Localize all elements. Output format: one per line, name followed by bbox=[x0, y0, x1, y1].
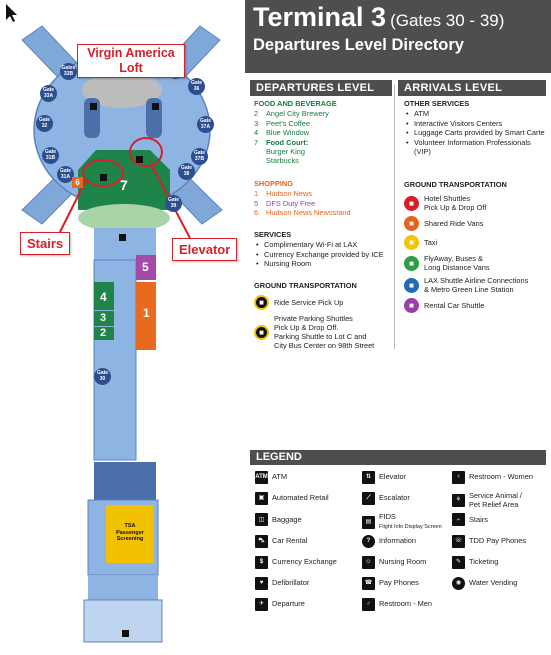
entry-number: 7 bbox=[254, 137, 259, 147]
terminal-header bbox=[245, 0, 551, 73]
retail-icon: ▣ bbox=[255, 492, 268, 505]
gate-39: Gate 39 bbox=[165, 195, 182, 212]
terminal-map bbox=[0, 0, 245, 650]
legend-sublabel: Flight Info Display Screen bbox=[379, 523, 442, 530]
entry-name: Hudson News bbox=[266, 189, 313, 199]
legend-item bbox=[362, 471, 406, 484]
legend-label: Automated Retail bbox=[272, 493, 329, 503]
legend-item bbox=[362, 513, 442, 531]
directory-title: Departures Level Directory bbox=[253, 36, 464, 54]
pay-phone-icon: ☎ bbox=[362, 577, 375, 590]
escalator-icon bbox=[119, 234, 126, 241]
arr-ground-title: GROUND TRANSPORTATION bbox=[404, 180, 507, 189]
service-item: • Luggage Carts provided by Smart Carte bbox=[404, 128, 546, 137]
legend-item bbox=[362, 535, 416, 548]
atm-icon: ATM bbox=[255, 471, 268, 484]
virgin-america-loft-callout: Virgin America Loft bbox=[77, 44, 185, 78]
legend-item bbox=[452, 492, 522, 509]
ticketing-icon: ✎ bbox=[452, 556, 465, 569]
directory-entry bbox=[254, 128, 392, 137]
legend-label: Restroom - Women bbox=[469, 472, 533, 482]
legend-label: Pay Phones bbox=[379, 578, 419, 588]
entry-number bbox=[254, 147, 266, 156]
legend-label: Baggage bbox=[272, 514, 302, 524]
entry-name: Peet's Coffee bbox=[266, 118, 311, 128]
entry-number: 5 bbox=[254, 198, 259, 208]
stairs-icon: ⌐ bbox=[452, 513, 465, 526]
gate-32: Gate 32 bbox=[36, 115, 53, 132]
departure-icon bbox=[122, 630, 129, 637]
legend-item bbox=[255, 577, 309, 590]
currency-icon: $ bbox=[255, 556, 268, 569]
legend-item bbox=[452, 471, 533, 484]
other-services-section bbox=[404, 99, 546, 156]
legend-label: Currency Exchange bbox=[272, 557, 337, 567]
fids-icon: ▤ bbox=[362, 516, 375, 529]
area-6-label: 6 bbox=[72, 177, 83, 188]
transport-option bbox=[404, 216, 546, 231]
services-title: SERVICES bbox=[254, 230, 292, 239]
shuttle-icon: ■ bbox=[254, 325, 269, 340]
transport-label: Shared Ride Vans bbox=[424, 219, 484, 229]
legend-label: Escalator bbox=[379, 493, 410, 503]
entry-name: Hudson News Newsstand bbox=[266, 208, 351, 218]
legend-item bbox=[255, 471, 287, 484]
directory-entry bbox=[254, 119, 392, 128]
entry-number: 6 bbox=[254, 208, 259, 218]
transport-label: Hotel Shuttles Pick Up & Drop Off bbox=[424, 194, 487, 213]
service-item: • Complimentary Wi-Fi at LAX bbox=[254, 240, 394, 249]
services-section bbox=[254, 230, 394, 269]
elevator-icon bbox=[136, 156, 143, 163]
legend-label: FIDS Flight Info Display Screen bbox=[379, 512, 442, 530]
legend-label: Car Rental bbox=[272, 535, 308, 545]
gates-range: (Gates 30 - 39) bbox=[390, 11, 505, 30]
transport-option bbox=[404, 194, 546, 212]
terminal-title: Terminal 3 (Gates 30 - 39) bbox=[253, 2, 505, 32]
legend-label: ATM bbox=[272, 472, 288, 482]
gate-30: Gate 30 bbox=[94, 368, 111, 385]
arr-ground-section bbox=[404, 180, 546, 317]
service-item: • Volunteer Information Professionals (VIP) bbox=[404, 138, 546, 157]
legend-label: Defibrillator bbox=[272, 578, 310, 588]
legend-label: Elevator bbox=[379, 472, 407, 482]
entry-name: Blue Window bbox=[266, 128, 310, 138]
directory-entry bbox=[254, 109, 392, 118]
stairs-icon bbox=[100, 174, 107, 181]
departures-heading: DEPARTURES LEVEL bbox=[250, 80, 392, 96]
food-beverage-section bbox=[254, 99, 392, 166]
legend-label: TDD Pay Phones bbox=[469, 535, 527, 545]
car-icon: ■ bbox=[254, 295, 269, 310]
baggage-icon: ◫ bbox=[255, 513, 268, 526]
other-services-title: OTHER SERVICES bbox=[404, 99, 470, 108]
legend-heading: LEGEND bbox=[250, 450, 546, 465]
taxi-icon: ■ bbox=[404, 235, 419, 250]
van-icon: ■ bbox=[404, 216, 419, 231]
directory-entry bbox=[254, 189, 392, 198]
gate-38: Gate 38 bbox=[178, 163, 195, 180]
service-item: • ATM bbox=[404, 109, 546, 118]
dep-ground-section bbox=[254, 281, 394, 354]
transport-label: FlyAway, Buses & Long Distance Vans bbox=[424, 254, 490, 273]
entry-number: 4 bbox=[254, 128, 259, 138]
restroom-icon bbox=[90, 103, 97, 110]
legend-item bbox=[255, 598, 305, 611]
legend-item bbox=[362, 577, 419, 590]
legend-label: Nursing Room bbox=[379, 557, 427, 567]
legend-label: Stairs bbox=[469, 514, 488, 524]
rental-car-icon: ■ bbox=[404, 298, 419, 313]
entry-number: 1 bbox=[254, 189, 259, 199]
service-item: • Interactive Visitors Centers bbox=[404, 119, 546, 128]
legend-label: Service Animal / Pet Relief Area bbox=[469, 491, 522, 509]
water-icon: ◉ bbox=[452, 577, 465, 590]
hotel-shuttle-icon: ■ bbox=[404, 196, 419, 211]
area-4-label: 4 bbox=[100, 290, 107, 304]
transport-label: Rental Car Shuttle bbox=[424, 301, 485, 311]
service-item: • Nursing Room bbox=[254, 259, 394, 268]
information-icon: ? bbox=[362, 535, 375, 548]
column-divider bbox=[394, 84, 395, 349]
legend-item bbox=[255, 535, 307, 548]
directory-entry bbox=[254, 156, 392, 165]
dep-ground-title: GROUND TRANSPORTATION bbox=[254, 281, 357, 290]
legend-label: Departure bbox=[272, 599, 305, 609]
ticketing-block bbox=[94, 462, 156, 502]
legend-item bbox=[452, 513, 488, 526]
legend-item bbox=[452, 556, 498, 569]
tdd-icon: ☏ bbox=[452, 535, 465, 548]
transport-label: Private Parking Shuttles Pick Up & Drop Off. Parking Shuttle to Lot C and City Bus Center on 98th Street bbox=[274, 314, 375, 351]
area-2-label: 2 bbox=[100, 327, 107, 339]
gate-37a: Gate 37A bbox=[197, 116, 214, 133]
defibrillator-icon: ♥ bbox=[255, 577, 268, 590]
legend-label: Information bbox=[379, 535, 416, 545]
transport-option bbox=[254, 314, 394, 350]
gate-37b: Gate 37B bbox=[191, 148, 208, 165]
service-animal-icon: ⚘ bbox=[452, 494, 465, 507]
legend-label: Water Vending bbox=[469, 578, 518, 588]
restroom-icon bbox=[152, 103, 159, 110]
legend-item bbox=[452, 577, 517, 590]
entry-number: 2 bbox=[254, 109, 259, 119]
area-3-label: 3 bbox=[100, 312, 107, 324]
transport-label: LAX Shuttle Airline Connections & Metro Green Line Station bbox=[424, 276, 529, 295]
bus-icon: ■ bbox=[404, 256, 419, 271]
entry-name: Starbucks bbox=[266, 156, 299, 166]
gate-33b: Gates 33B bbox=[60, 63, 77, 80]
restroom-men-icon: ♂ bbox=[362, 598, 375, 611]
escalator-icon: ⟋ bbox=[362, 492, 375, 505]
stairs-callout: Stairs bbox=[20, 232, 70, 255]
gate-33a: Gate 33A bbox=[40, 85, 57, 102]
elevator-icon: ⇅ bbox=[362, 471, 375, 484]
transport-option bbox=[404, 254, 546, 272]
gate-31a: Gate 31A bbox=[57, 166, 74, 183]
transport-option bbox=[404, 298, 546, 313]
legend-item bbox=[362, 556, 426, 569]
shopping-section bbox=[254, 179, 392, 218]
directory-entry bbox=[254, 208, 392, 217]
entry-name: DFS Duty Free bbox=[266, 198, 316, 208]
directory-entry bbox=[254, 199, 392, 208]
elevator-callout: Elevator bbox=[172, 238, 237, 261]
shopping-title: SHOPPING bbox=[254, 179, 294, 188]
directory-entry bbox=[254, 147, 392, 156]
transport-option bbox=[404, 235, 546, 250]
legend-item bbox=[255, 492, 329, 505]
legend-item bbox=[255, 556, 337, 569]
nursing-room-icon: ☺ bbox=[362, 556, 375, 569]
transport-label: Ride Service Pick Up bbox=[274, 298, 344, 308]
gate-36: Gate 36 bbox=[188, 78, 205, 95]
garden-area bbox=[78, 204, 170, 232]
entry-name: Food Court: bbox=[266, 137, 309, 147]
transport-label: Taxi bbox=[424, 238, 438, 248]
food-beverage-title: FOOD AND BEVERAGE bbox=[254, 99, 337, 108]
terminal-floorplan bbox=[0, 0, 245, 650]
departure-icon: ✈ bbox=[255, 598, 268, 611]
area-1-label: 1 bbox=[143, 306, 150, 320]
tsa-label: TSA Passenger Screening bbox=[116, 523, 144, 542]
gate-31b: Gate 31B bbox=[42, 147, 59, 164]
lax-shuttle-icon: ■ bbox=[404, 278, 419, 293]
restroom-women-icon: ♀ bbox=[452, 471, 465, 484]
service-item: • Currency Exchange provided by ICE bbox=[254, 250, 394, 259]
legend-item bbox=[362, 598, 432, 611]
entry-number bbox=[254, 156, 266, 165]
area-7-label: 7 bbox=[120, 177, 128, 193]
area-5-label: 5 bbox=[142, 260, 149, 274]
legend-item bbox=[362, 492, 410, 505]
cursor-icon bbox=[6, 4, 17, 22]
transport-option bbox=[404, 276, 546, 294]
legend-item bbox=[452, 535, 526, 548]
directory-entry bbox=[254, 138, 392, 147]
entry-number: 3 bbox=[254, 118, 259, 128]
entry-name: Burger King bbox=[266, 147, 306, 157]
legend-item bbox=[255, 513, 302, 526]
car-rental-icon: ⛍ bbox=[255, 535, 268, 548]
legend-label: Ticketing bbox=[469, 557, 499, 567]
arrivals-heading: ARRIVALS LEVEL bbox=[398, 80, 546, 96]
legend-label: Restroom - Men bbox=[379, 599, 432, 609]
entry-name: Angel City Brewery bbox=[266, 109, 329, 119]
transport-option bbox=[254, 295, 394, 310]
